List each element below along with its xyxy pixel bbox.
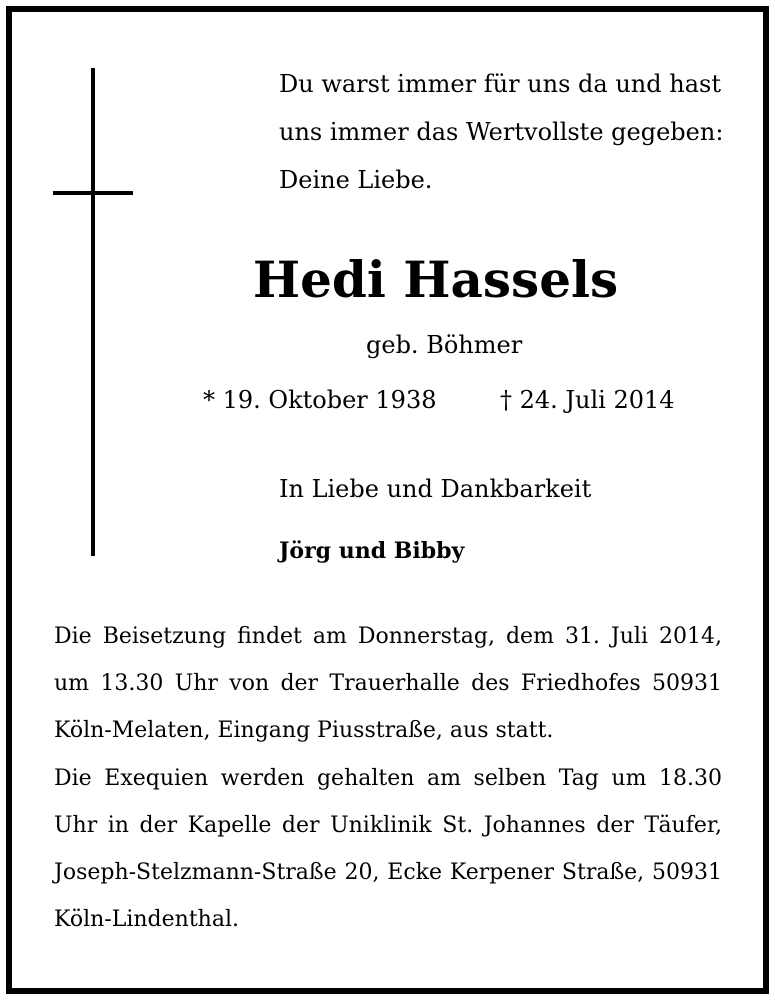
- maiden-name: geb. Böhmer: [366, 331, 523, 359]
- motto-line: uns immer das Wertvollste gegeben:: [279, 118, 724, 146]
- death-date: † 24. Juli 2014: [500, 386, 675, 414]
- deceased-name: Hedi Hassels: [252, 250, 619, 309]
- thanks-line: In Liebe und Dankbarkeit: [279, 475, 592, 503]
- funeral-paragraph: Die Beisetzung findet am Donnerstag, dem 31. Juli 2014, um 13.30 Uhr von der Trauerhalle des Friedhofes 50931 Köln-Melaten, Eingang Piusstraße, aus statt.: [54, 624, 722, 743]
- cross-horizontal-bar: [53, 191, 133, 195]
- exequies-paragraph: Die Exequien werden gehalten am selben Tag um 18.30 Uhr in der Kapelle der Uniklinik St. Johannes der Täufer, Joseph-Stelzmann-Straße 20, Ecke Kerpener Straße, 50931 Köln-Lindenthal.: [54, 766, 722, 932]
- motto-line: Deine Liebe.: [279, 166, 433, 194]
- motto: [279, 60, 723, 204]
- birth-date: * 19. Oktober 1938: [203, 386, 437, 414]
- motto-line: Du warst immer für uns da und hast: [279, 70, 721, 98]
- cross-vertical-bar: [91, 68, 95, 556]
- signers: Jörg und Bibby: [279, 538, 465, 564]
